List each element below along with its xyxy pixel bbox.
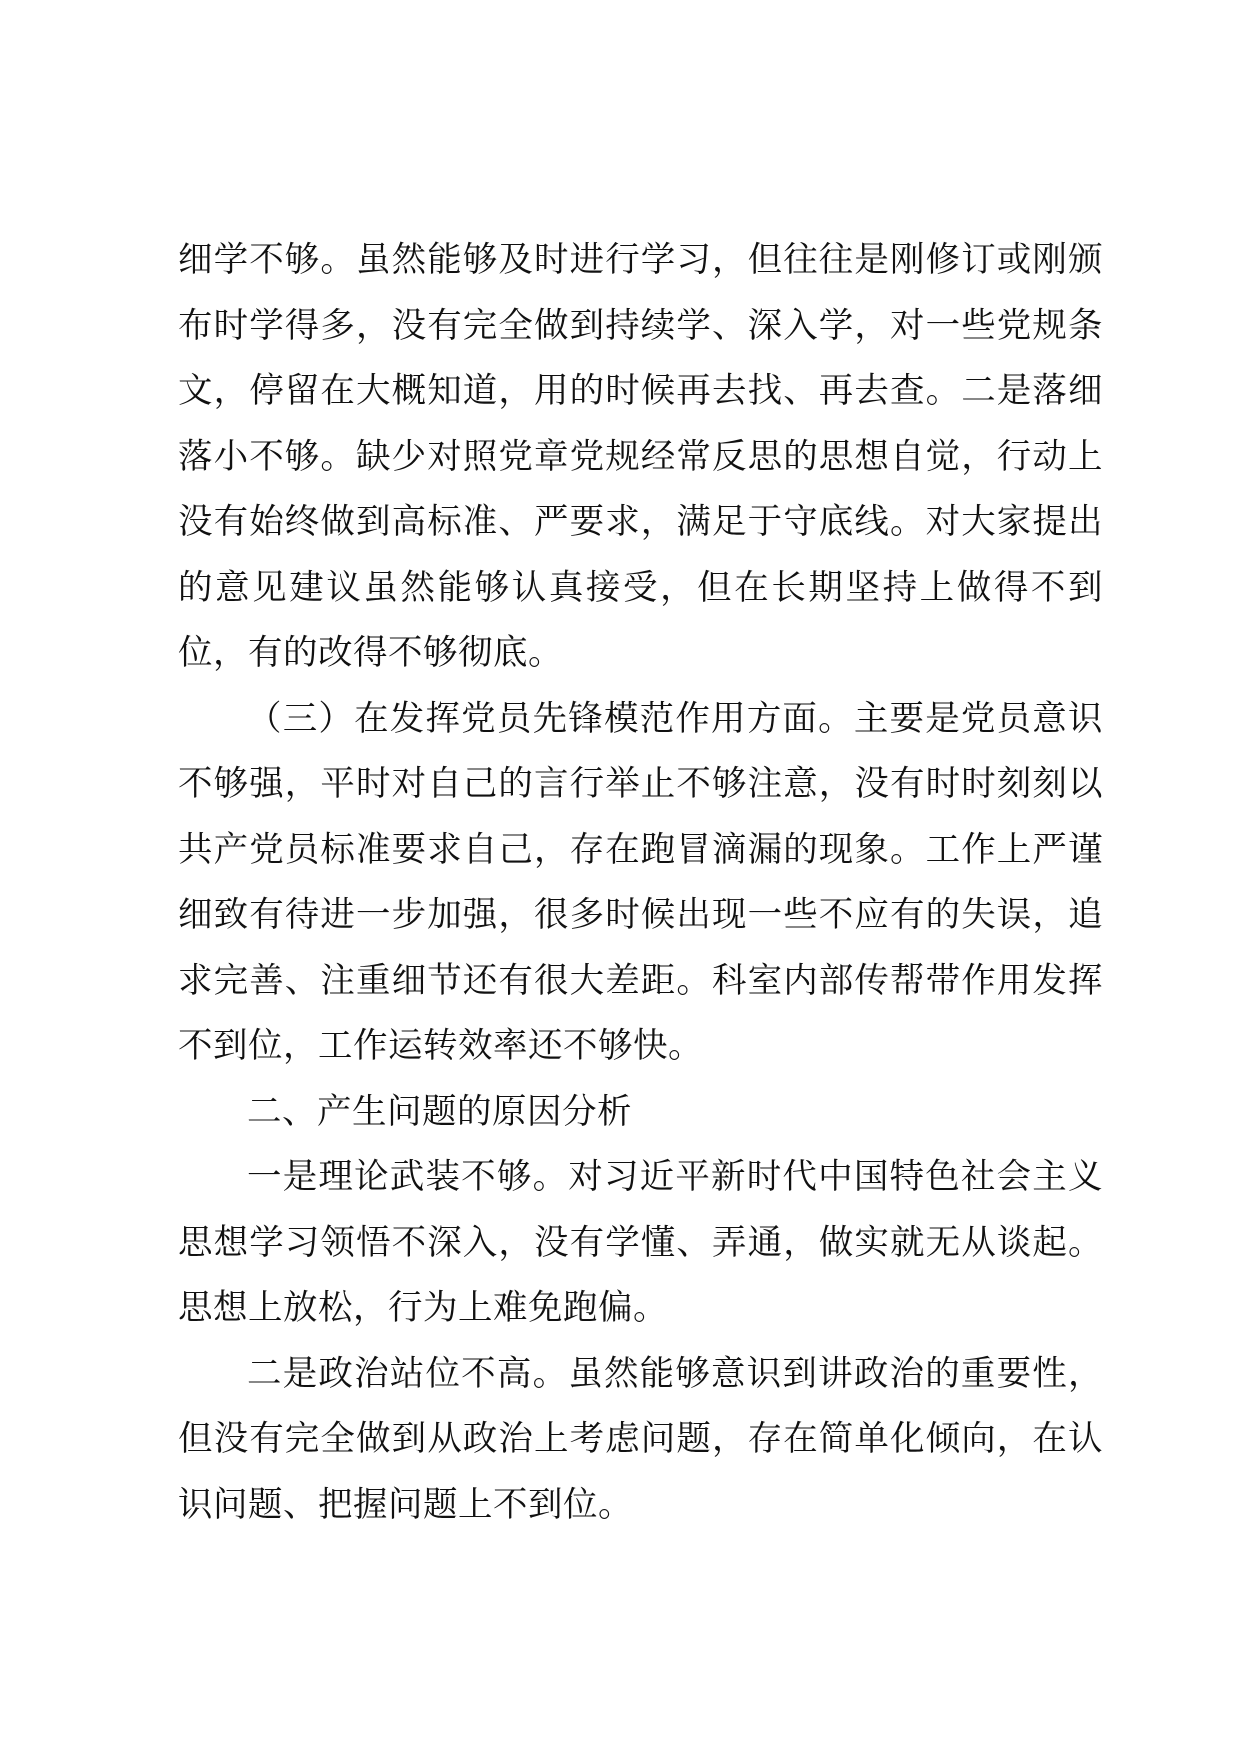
paragraph-continued: 细学不够。虽然能够及时进行学习，但往往是刚修订或刚颁布时学得多，没有完全做到持续学、深入学，对一些党规条文，停留在大概知道，用的时候再去找、再去查。二是落细落小不够。缺少对照党章党规经常反思的思想自觉，行动上没有始终做到高标准、严要求，满足于守底线。对大家提出的意见建议虽然能够认真接受，但在长期坚持上做得不到位，有的改得不够彻底。 [178,240,1103,673]
paragraph-party-member-role: （三）在发挥党员先锋模范作用方面。主要是党员意识不够强，平时对自己的言行举止不够注意，没有时时刻刻以共产党员标准要求自己，存在跑冒滴漏的现象。工作上严谨细致有待进一步加强，很多时候出现一些不应有的失误，追求完善、注重细节还有很大差距。科室内部传帮带作用发挥不到位，工作运转效率还不够快。 [178,698,1103,1066]
paragraph-political-stance: 二是政治站位不高。虽然能够意识到讲政治的重要性，但没有完全做到从政治上考虑问题，存在简单化倾向，在认识问题、把握问题上不到位。 [178,1353,1103,1525]
document-body [178,228,1103,1538]
paragraph-theory: 一是理论武装不够。对习近平新时代中国特色社会主义思想学习领悟不深入，没有学懂、弄通，做实就无从谈起。思想上放松，行为上难免跑偏。 [178,1157,1103,1328]
section-heading-cause-analysis: 二、产生问题的原因分析 [247,1091,632,1132]
